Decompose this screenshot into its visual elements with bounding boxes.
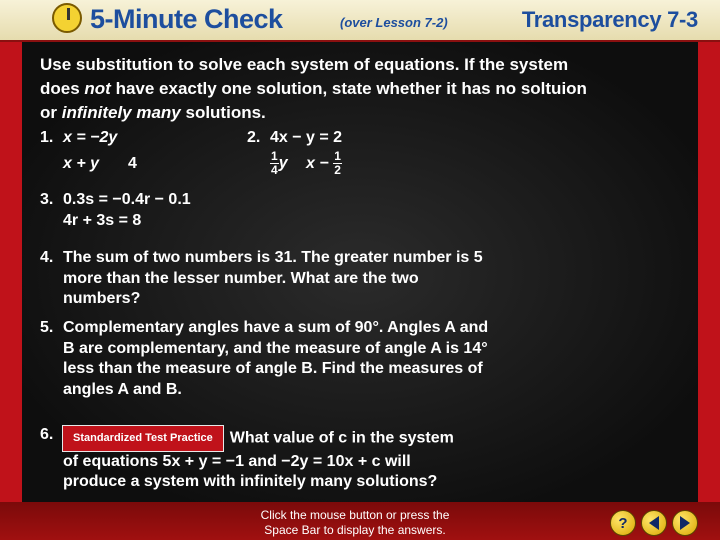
transparency-label: Transparency 7-3 xyxy=(521,7,698,32)
problem-5-number: 5. xyxy=(40,319,54,336)
left-border xyxy=(0,42,22,502)
problem-1-equation-2b: 4 xyxy=(128,155,137,172)
header-bar xyxy=(0,0,720,42)
problem-1-number: 1. xyxy=(40,129,54,146)
instructions-line-2: does not have exactly one solution, state whether it has no soltuion xyxy=(40,79,587,98)
instructions-line-3: or infinitely many solutions. xyxy=(40,103,266,122)
next-arrow-icon[interactable] xyxy=(672,510,698,536)
problem-2-equation-2: $\frac{1}{4}$ y x − $\frac{1}{2}$ xyxy=(271,149,341,177)
problem-3-equation-1: 0.3s = −0.4r − 0.1 xyxy=(63,191,191,208)
problem-6-text: Standardized Test Practice What value of c in the system of equations 5x + y = −1 and −2y = 10x + c will produce a system with infinitely many solutions? xyxy=(56,425,526,493)
instructions-line-1: Use substitution to solve each system of equations. If the system xyxy=(40,55,569,74)
instructions xyxy=(40,53,680,125)
problem-1-equation-2a: x + y xyxy=(63,155,100,172)
problem-4-number: 4. xyxy=(40,249,54,266)
problem-5-text: Complementary angles have a sum of 90°. Angles A and B are complementary, and the measure of angle A is 14° less than the measure of angle B. Find the measures of angles A and B. xyxy=(63,319,489,398)
fraction-one-half: $\frac{1}{2}$ xyxy=(334,149,341,177)
page-title: 5-Minute Check xyxy=(90,4,283,34)
problem-3-number: 3. xyxy=(40,191,54,208)
problem-6-number: 6. xyxy=(40,426,54,443)
problem-2-equation-1: 4x − y = 2 xyxy=(270,129,343,146)
problem-2-number: 2. xyxy=(247,129,261,146)
problem-3-equation-2: 4r + 3s = 8 xyxy=(63,212,142,229)
standardized-test-badge: Standardized Test Practice xyxy=(62,425,224,452)
help-icon[interactable]: ? xyxy=(610,510,636,536)
problem-4-text: The sum of two numbers is 31. The greater number is 5 more than the lesser number. What are the two numbers? xyxy=(63,249,483,307)
footer-instruction: Click the mouse button or press the Space Bar to display the answers. xyxy=(260,508,450,537)
previous-arrow-icon[interactable] xyxy=(641,510,667,536)
right-border xyxy=(698,42,720,502)
clock-icon xyxy=(52,3,82,33)
problem-1-equation-1: x = −2y xyxy=(63,129,118,146)
lesson-subtitle: (over Lesson 7-2) xyxy=(340,15,448,30)
fraction-one-quarter: $\frac{1}{4}$ xyxy=(271,149,278,177)
